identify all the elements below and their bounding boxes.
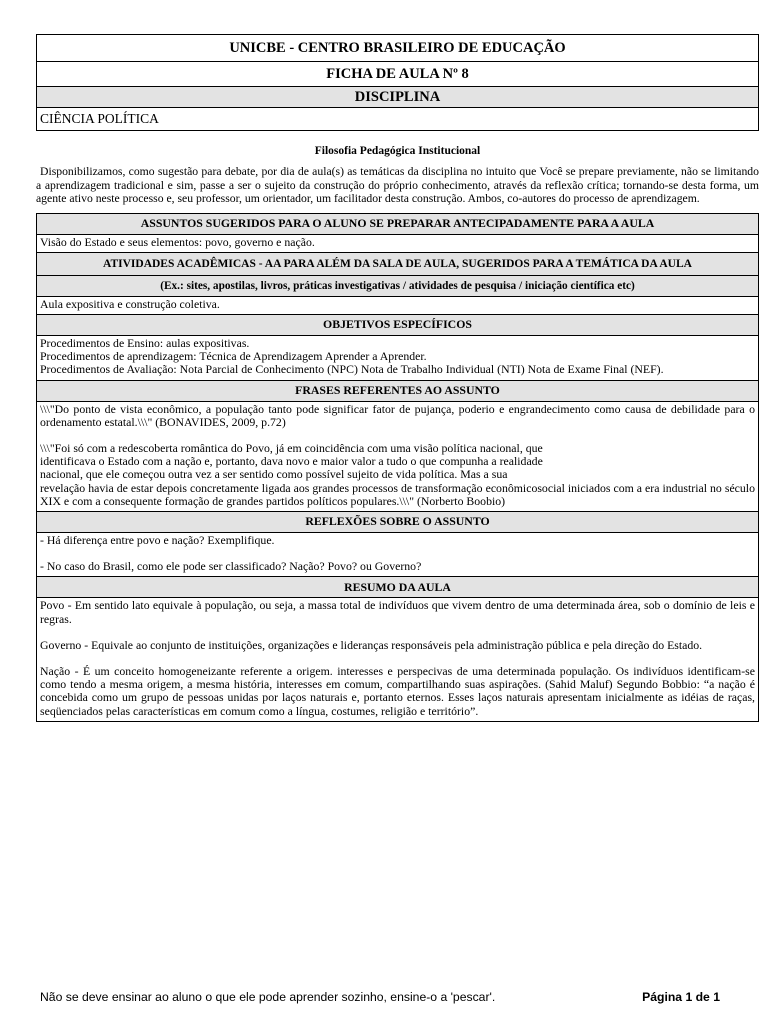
- sheet-title: FICHA DE AULA Nº 8: [37, 62, 759, 87]
- quote-bonavides: \\\"Do ponto de vista econômico, a população tanto pode significar fator de pujança, poderio e engrandecimento como causa de debilidade para o ordenamento estatal.\\\" (BONAVIDES, 2009, p.72): [40, 401, 755, 429]
- discipline-label: DISCIPLINA: [37, 87, 759, 108]
- page-number: Página 1 de 1: [642, 990, 720, 1004]
- summary-nacao: Nação - É um conceito homogeneizante referente a origem. interesses e perspecivas de uma determinada população. Os indivíduos identificam-se como tendo a mesma origem, a mesma história, interesses em comum, compartilhando suas aspirações. (Sahid Maluf) Segundo Bobbio: “a nação é concebida como um grupo de pessoas unidas por laços naturais e, portanto eternos. Esses laços naturais apresentam inicialmente as idéias de raças, seqüenciados pelas características em comum como a língua, costumes, religião e território”.: [40, 663, 755, 718]
- intro-text: Disponibilizamos, como sugestão para debate, por dia de aula(s) as temáticas da disciplina no intuito que Você se prepare previamente, não se limitando a aprendizagem tradicional e sim, passe a ser o sujeito da construção do próprio conhecimento, através da reflexão crítica; tornando-se desta forma, um agente ativo neste processo e, seu professor, um orientador, um facilitador desta construção. Ambos, co-autores do processo de aprendizagem.: [36, 165, 759, 205]
- section-body-objetivos: [37, 335, 759, 380]
- section-title-atividades: ATIVIDADES ACADÊMICAS - AA PARA ALÉM DA SALA DE AULA, SUGERIDOS PARA A TEMÁTICA DA AULA: [37, 252, 759, 275]
- institution-title: UNICBE - CENTRO BRASILEIRO DE EDUCAÇÃO: [37, 35, 759, 62]
- section-body-assuntos: Visão do Estado e seus elementos: povo, governo e nação.: [37, 234, 759, 252]
- objetivo-line: Procedimentos de aprendizagem: Técnica de Aprendizagem Aprender a Aprender.: [40, 349, 427, 364]
- header-table: [36, 34, 759, 131]
- intro-title: Filosofia Pedagógica Institucional: [314, 145, 481, 157]
- summary-governo: Governo - Equivale ao conjunto de instituições, organizações e lideranças responsáveis pela administração pública e pela direção do Estado.: [40, 637, 703, 652]
- footer-quote: Não se deve ensinar ao aluno o que ele pode aprender sozinho, ensine-o a 'pescar'.: [40, 990, 496, 1004]
- quote-bobbio-tail: revelação havia de estar depois concretamente ligada aos grandes processos de transformação econômicosocial iniciados com a era industrial no século XIX e com a consequente formação de grandes partidos políticos populares.\\\" (Norberto Boobio): [40, 480, 755, 508]
- quote-bobbio-line: nacional, que ele começou outra vez a ser sentido como possível sujeito de vida política. Mas a sua: [40, 467, 508, 482]
- section-title-assuntos: ASSUNTOS SUGERIDOS PARA O ALUNO SE PREPARAR ANTECIPADAMENTE PARA A AULA: [37, 213, 759, 234]
- summary-povo: Povo - Em sentido lato equivale à população, ou seja, a massa total de indivíduos que vivem dentro de uma determinada área, sob o domínio de leis e regras.: [40, 598, 755, 626]
- objetivo-line: Procedimentos de Ensino: aulas expositivas.: [40, 335, 250, 350]
- section-body-reflexoes: [37, 532, 759, 576]
- section-title-objetivos: OBJETIVOS ESPECÍFICOS: [37, 314, 759, 335]
- quote-bobbio-line: \\\"Foi só com a redescoberta romântica do Povo, já em coincidência com uma visão política nacional, que: [40, 440, 543, 455]
- section-title-frases: FRASES REFERENTES AO ASSUNTO: [37, 380, 759, 401]
- section-body-atividades: Aula expositiva e construção coletiva.: [37, 296, 759, 314]
- section-title-reflexoes: REFLEXÕES SOBRE O ASSUNTO: [37, 511, 759, 532]
- section-body-frases: [37, 401, 759, 511]
- objetivo-line: Procedimentos de Avaliação: Nota Parcial de Conhecimento (NPC) Nota de Trabalho Individual (NTI) Nota de Exame Final (NEF).: [40, 362, 664, 377]
- sections-table: [36, 213, 759, 722]
- reflection-question: - No caso do Brasil, como ele pode ser classificado? Nação? Povo? ou Governo?: [40, 559, 422, 574]
- section-title-resumo: RESUMO DA AULA: [37, 577, 759, 598]
- lesson-sheet: [36, 34, 759, 722]
- section-subtitle-atividades: (Ex.: sites, apostilas, livros, práticas investigativas / atividades de pesquisa / iniciação científica etc): [37, 275, 759, 296]
- section-body-resumo: [37, 598, 759, 721]
- quote-bobbio-line: identificava o Estado com a nação e, portanto, dava novo e maior valor a tudo o que compunha a realidade: [40, 454, 543, 469]
- reflection-question: - Há diferença entre povo e nação? Exemplifique.: [40, 532, 275, 547]
- discipline-value: CIÊNCIA POLÍTICA: [37, 108, 759, 131]
